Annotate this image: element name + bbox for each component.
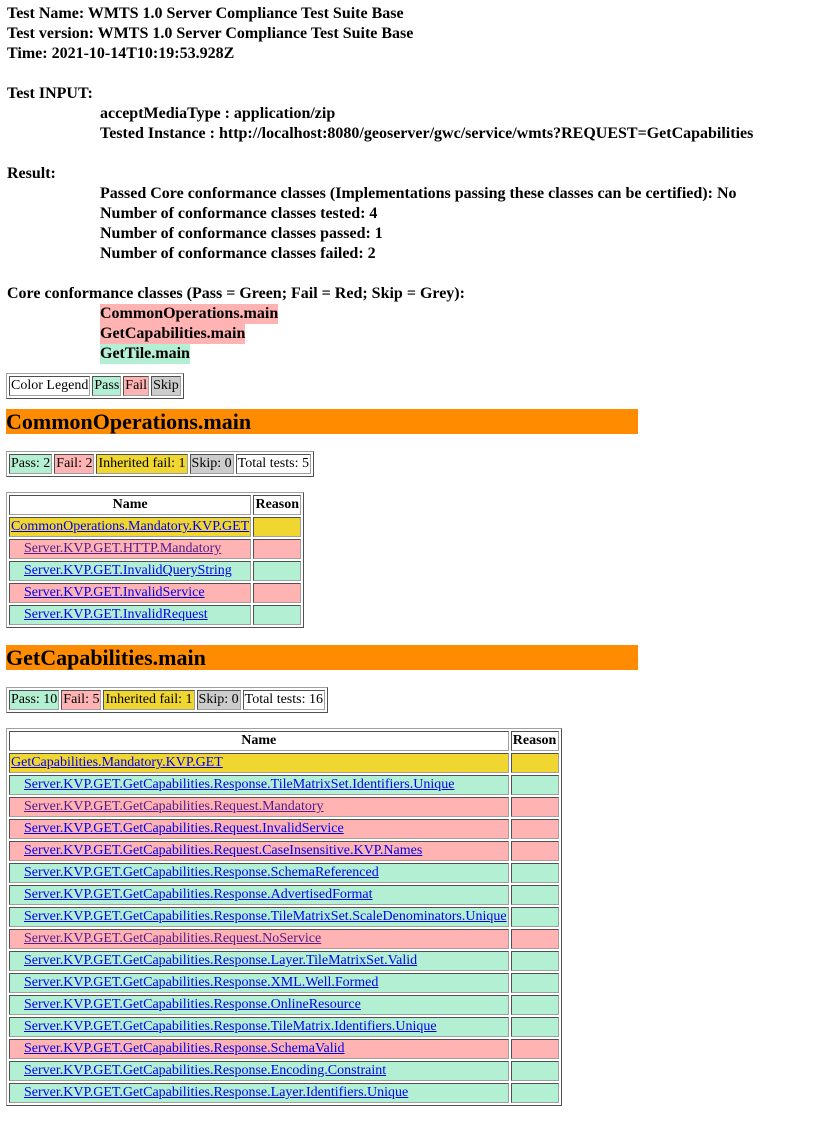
test-link[interactable]: Server.KVP.GET.GetCapabilities.Response.SchemaValid [24, 1041, 345, 1056]
reason-cell [511, 1083, 559, 1103]
table-row [9, 1017, 559, 1037]
test-name-cell [9, 995, 509, 1015]
reason-cell [511, 907, 559, 927]
test-link[interactable]: Server.KVP.GET.InvalidQueryString [24, 563, 232, 578]
test-link[interactable]: Server.KVP.GET.HTTP.Mandatory [24, 541, 222, 556]
test-name-cell [9, 605, 251, 625]
reason-cell [511, 863, 559, 883]
count-pass: Pass: 2 [9, 454, 52, 474]
test-name-cell [9, 863, 509, 883]
reason-cell [511, 885, 559, 905]
core-classes-heading: Core conformance classes (Pass = Green; Fail = Red; Skip = Grey): [7, 285, 465, 302]
test-name-cell [9, 973, 509, 993]
table-header-row [9, 495, 301, 515]
column-header-name: Name [9, 495, 251, 515]
accept-media-type: acceptMediaType : application/zip [100, 105, 336, 122]
column-header-reason: Reason [253, 495, 301, 515]
reason-cell [253, 583, 301, 603]
count-pass: Pass: 10 [9, 690, 59, 710]
count-total: Total tests: 16 [243, 690, 325, 710]
test-link[interactable]: Server.KVP.GET.InvalidService [24, 585, 205, 600]
test-link[interactable]: Server.KVP.GET.GetCapabilities.Response.Layer.Identifiers.Unique [24, 1085, 409, 1100]
table-row [9, 1083, 559, 1103]
test-name-cell [9, 775, 509, 795]
tested-instance: Tested Instance : http://localhost:8080/geoserver/gwc/service/wmts?REQUEST=GetCapabilities [100, 125, 754, 142]
test-link[interactable]: Server.KVP.GET.GetCapabilities.Response.TileMatrix.Identifiers.Unique [24, 1019, 437, 1034]
test-link[interactable]: Server.KVP.GET.GetCapabilities.Response.Layer.TileMatrixSet.Valid [24, 953, 418, 968]
count-skip: Skip: 0 [190, 454, 234, 474]
test-link[interactable]: Server.KVP.GET.GetCapabilities.Response.SchemaReferenced [24, 865, 379, 880]
test-input-heading: Test INPUT: [7, 85, 93, 102]
table-row [9, 1039, 559, 1059]
results-table-getcapabilities [6, 728, 562, 1106]
reason-cell [511, 995, 559, 1015]
reason-cell [511, 775, 559, 795]
reason-cell [511, 797, 559, 817]
test-name-cell [9, 561, 251, 581]
table-row [9, 907, 559, 927]
test-link[interactable]: Server.KVP.GET.GetCapabilities.Response.TileMatrixSet.Identifiers.Unique [24, 777, 455, 792]
table-row [9, 819, 559, 839]
summary-counts-getcapabilities [6, 687, 328, 713]
test-link[interactable]: Server.KVP.GET.GetCapabilities.Request.InvalidService [24, 821, 344, 836]
test-name-cell [9, 1017, 509, 1037]
test-name-cell [9, 841, 509, 861]
test-input-block [7, 84, 811, 144]
test-name: Test Name: WMTS 1.0 Server Compliance Test Suite Base [7, 5, 404, 22]
test-link[interactable]: Server.KVP.GET.GetCapabilities.Request.CaseInsensitive.KVP.Names [24, 843, 423, 858]
table-row [9, 863, 559, 883]
test-link[interactable]: Server.KVP.GET.GetCapabilities.Response.OnlineResource [24, 997, 361, 1012]
test-name-cell [9, 1061, 509, 1081]
reason-cell [511, 753, 559, 773]
column-header-reason: Reason [511, 731, 559, 751]
reason-cell [511, 951, 559, 971]
count-fail: Fail: 5 [61, 690, 101, 710]
table-row [9, 583, 301, 603]
result-heading: Result: [7, 165, 56, 182]
test-link[interactable]: CommonOperations.Mandatory.KVP.GET [11, 519, 250, 534]
table-row [9, 1061, 559, 1081]
test-time: Time: 2021-10-14T10:19:53.928Z [7, 45, 235, 62]
table-row [9, 753, 559, 773]
core-class-item: GetTile.main [100, 345, 190, 362]
test-version: Test version: WMTS 1.0 Server Compliance Test Suite Base [7, 25, 414, 42]
table-row [9, 929, 559, 949]
test-name-cell [9, 951, 509, 971]
test-link[interactable]: Server.KVP.GET.GetCapabilities.Response.Encoding.Constraint [24, 1063, 387, 1078]
reason-cell [511, 973, 559, 993]
passed-core-classes: Passed Core conformance classes (Implementations passing these classes can be certified): No [100, 185, 737, 202]
summary-counts-commonoperations [6, 451, 314, 477]
test-link[interactable]: Server.KVP.GET.GetCapabilities.Response.AdvertisedFormat [24, 887, 373, 902]
test-link[interactable]: Server.KVP.GET.GetCapabilities.Request.Mandatory [24, 799, 324, 814]
reason-cell [253, 561, 301, 581]
core-class-item: GetCapabilities.main [100, 325, 246, 342]
table-row [9, 775, 559, 795]
reason-cell [511, 841, 559, 861]
table-row [9, 885, 559, 905]
count-total: Total tests: 5 [236, 454, 311, 474]
core-classes-block [7, 284, 811, 364]
count-skip: Skip: 0 [197, 690, 241, 710]
table-row [9, 973, 559, 993]
count-inherited-fail: Inherited fail: 1 [96, 454, 187, 474]
legend-fail: Fail [123, 376, 149, 396]
reason-cell [511, 1061, 559, 1081]
reason-cell [253, 605, 301, 625]
reason-cell [511, 929, 559, 949]
test-name-cell [9, 1083, 509, 1103]
table-row [9, 995, 559, 1015]
table-row [9, 561, 301, 581]
reason-cell [511, 819, 559, 839]
test-link[interactable]: Server.KVP.GET.GetCapabilities.Response.TileMatrixSet.ScaleDenominators.Unique [24, 909, 507, 924]
table-header-row [9, 731, 559, 751]
test-link[interactable]: GetCapabilities.Mandatory.KVP.GET [11, 755, 223, 770]
reason-cell [511, 1017, 559, 1037]
test-name-cell [9, 819, 509, 839]
core-class-item: CommonOperations.main [100, 305, 279, 322]
result-block [7, 164, 811, 264]
test-link[interactable]: Server.KVP.GET.InvalidRequest [24, 607, 208, 622]
classes-failed: Number of conformance classes failed: 2 [100, 245, 376, 262]
reason-cell [253, 517, 301, 537]
table-row [9, 841, 559, 861]
legend-pass: Pass [92, 376, 121, 396]
test-name-cell [9, 753, 509, 773]
classes-tested: Number of conformance classes tested: 4 [100, 205, 378, 222]
column-header-name: Name [9, 731, 509, 751]
table-row [9, 517, 301, 537]
table-row [9, 605, 301, 625]
reason-cell [511, 1039, 559, 1059]
table-row [9, 797, 559, 817]
test-name-cell [9, 583, 251, 603]
classes-passed: Number of conformance classes passed: 1 [100, 225, 383, 242]
report-header [7, 4, 811, 64]
test-name-cell [9, 1039, 509, 1059]
test-link[interactable]: Server.KVP.GET.GetCapabilities.Response.XML.Well.Formed [24, 975, 379, 990]
reason-cell [253, 539, 301, 559]
test-name-cell [9, 885, 509, 905]
section-title-getcapabilities: GetCapabilities.main [6, 645, 638, 670]
test-link[interactable]: Server.KVP.GET.GetCapabilities.Request.NoService [24, 931, 322, 946]
test-name-cell [9, 929, 509, 949]
table-row [9, 539, 301, 559]
test-name-cell [9, 539, 251, 559]
test-name-cell [9, 907, 509, 927]
results-table-commonoperations [6, 492, 304, 628]
test-name-cell [9, 517, 251, 537]
color-legend [6, 373, 184, 399]
test-name-cell [9, 797, 509, 817]
table-row [9, 951, 559, 971]
count-inherited-fail: Inherited fail: 1 [103, 690, 194, 710]
count-fail: Fail: 2 [54, 454, 94, 474]
legend-title: Color Legend [9, 376, 90, 396]
legend-skip: Skip [151, 376, 181, 396]
section-title-commonoperations: CommonOperations.main [6, 409, 638, 434]
